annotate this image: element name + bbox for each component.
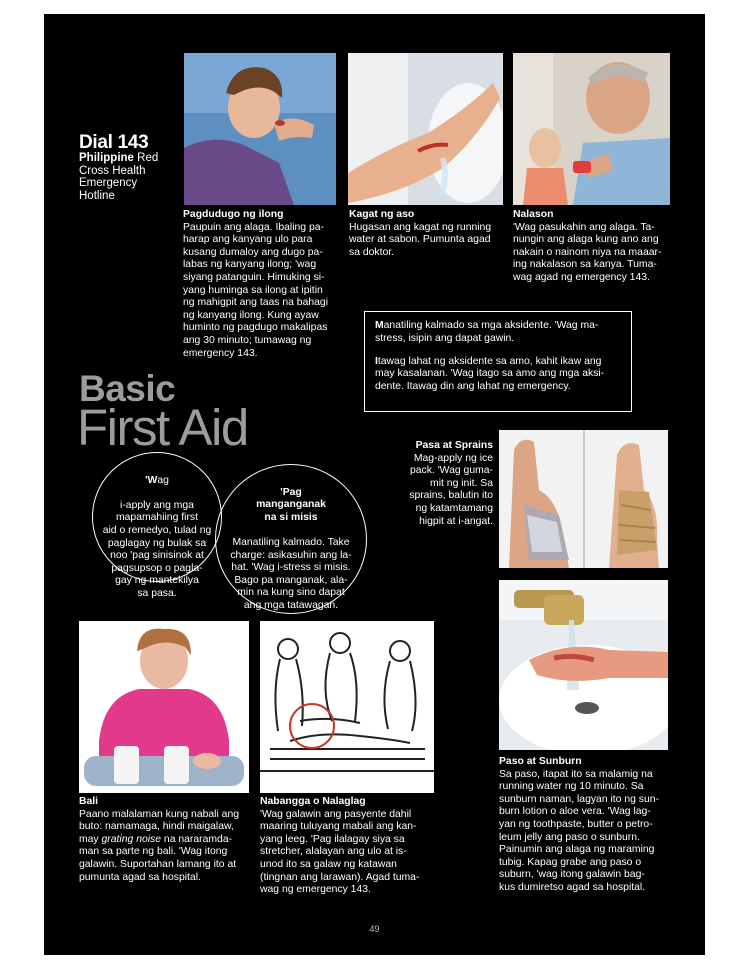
- hotline-title: Dial 143: [79, 132, 149, 153]
- fracture-title: Bali: [79, 796, 99, 807]
- burn-title: Paso at Sunburn: [499, 756, 582, 767]
- reminder-paragraph-calm: Manatiling kalmado sa mga aksidente. 'Wag ma- stress, isipin ang dapat gawin.: [375, 320, 599, 344]
- reminder-paragraph-report: Itawag lahat ng aksidente sa amo, kahit ikaw ang may kasalanan. 'Wag itago sa amo ang mga aksi- dente. Itawag din ang lahat ng emergency.: [375, 355, 605, 393]
- poisoning-text: 'Wag pasukahin ang alaga. Ta- nungin ang alaga kung ano ang nakain o nainom niya na maaar- ing nakalason sa kanya. Tuma- wag agad ng emergency 143.: [513, 221, 662, 283]
- nosebleed-title: Pagdudugo ng ilong: [183, 209, 284, 220]
- accident-title: Nabangga o Nalaglag: [260, 796, 366, 807]
- dog-bite-photo: [348, 53, 503, 205]
- nosebleed-text: Paupuin ang alaga. Ibaling pa- harap ang kanyang ulo para kusang dumaloy ang dugo pa- labas ng kanyang ilong; 'wag siyang patanguin. Himuking si- yang huminga sa ilong at ipitin ng mahigpit ang taas na bahagi ng kanyang ilong. Kung ayaw huminto ng pagdugo makalipas ang 30 minuto; tumawag ng emergency 143.: [183, 221, 329, 359]
- poisoning-caption: [513, 209, 678, 285]
- hotline-subtitle: Philippine Red Cross Health Emergency Hotline: [79, 152, 159, 202]
- burn-photo: [499, 580, 668, 750]
- accident-caption: [260, 796, 440, 897]
- section-title-first-aid: First Aid: [77, 399, 248, 456]
- burn-caption: [499, 756, 674, 895]
- reminder-box: [364, 311, 632, 412]
- remedies-warning-text: i-apply ang mga mapamahiing first aid o remedyo, tulad ng paglagay ng bulak sa noo 'pag sinisinok at pagsupsop o pagla- gay ng mantekilya sa pasa.: [102, 499, 212, 599]
- sprains-title: Pasa at Sprains: [415, 440, 493, 451]
- childbirth-circle: [215, 464, 367, 614]
- remedies-warning-circle: 'Wag i-apply ang mga mapamahiing first aid o remedyo, tulad ng paglagay ng bulak sa noo 'pag sinisinok at pagsupsop o pagla- gay ng mantekilya sa pasa.: [92, 452, 222, 582]
- accident-text: 'Wag galawin ang pasyente dahil maaring tuluyang mabali ang kan- yang leeg. 'Pag ilalagay siya sa stretcher, alalayan ang ulo at is- unod ito sa galaw ng katawan (tingnan ang larawan). Agad tuma- wag ng emergency 143.: [260, 808, 420, 896]
- sprains-text: Mag-apply ng ice pack. 'Wag guma- mit ng init. Sa sprains, balutin ito ng katamtamang higpit at i-angat.: [409, 452, 493, 527]
- sprains-caption: [369, 440, 493, 528]
- nosebleed-photo: [184, 53, 336, 205]
- poisoning-photo: [513, 53, 670, 205]
- magazine-page: [44, 14, 705, 955]
- page-number: 49: [369, 924, 380, 934]
- childbirth-text: Manatiling kalmado. Take charge: asikasuhin ang la- hat. 'Wag i-stress si misis. Bago pa manganak, ala- min na kung sino dapat ang mga tatawagan.: [230, 536, 352, 611]
- dog-bite-title: Kagat ng aso: [349, 209, 415, 220]
- sprains-photo: [499, 430, 668, 568]
- section-title-basic: Basic: [79, 368, 176, 409]
- stretcher-illustration: [260, 621, 434, 793]
- childbirth-title: 'Pag manganganak na si misis: [256, 486, 326, 523]
- poisoning-title: Nalason: [513, 209, 554, 220]
- fracture-text: Paano malalaman kung nabali ang buto: namamaga, hindi maigalaw, may grating noise na nararamda- man sa parte ng bali. 'Wag itong galawin. Suportahan lamang ito at pumunta agad sa hospital.: [79, 808, 240, 883]
- nosebleed-caption: [183, 209, 343, 360]
- dog-bite-caption: [349, 209, 509, 259]
- fracture-photo: [79, 621, 249, 793]
- burn-text: Sa paso, itapat ito sa malamig na running water ng 10 minuto. Sa sunburn naman, lagyan ito ng sun- burn lotion o aloe vera. 'Wag lag- yan ng toothpaste, butter o petro- leum jelly ang paso o sunburn. Painumin ang alaga ng maraming tubig. Kapag grabe ang paso o suburn, 'wag itong galawin bag- kus dumiretso agad sa hospital.: [499, 768, 660, 893]
- fracture-caption: [79, 796, 254, 884]
- dog-bite-text: Hugasan ang kagat ng running water at sabon. Pumunta agad sa doktor.: [349, 221, 492, 258]
